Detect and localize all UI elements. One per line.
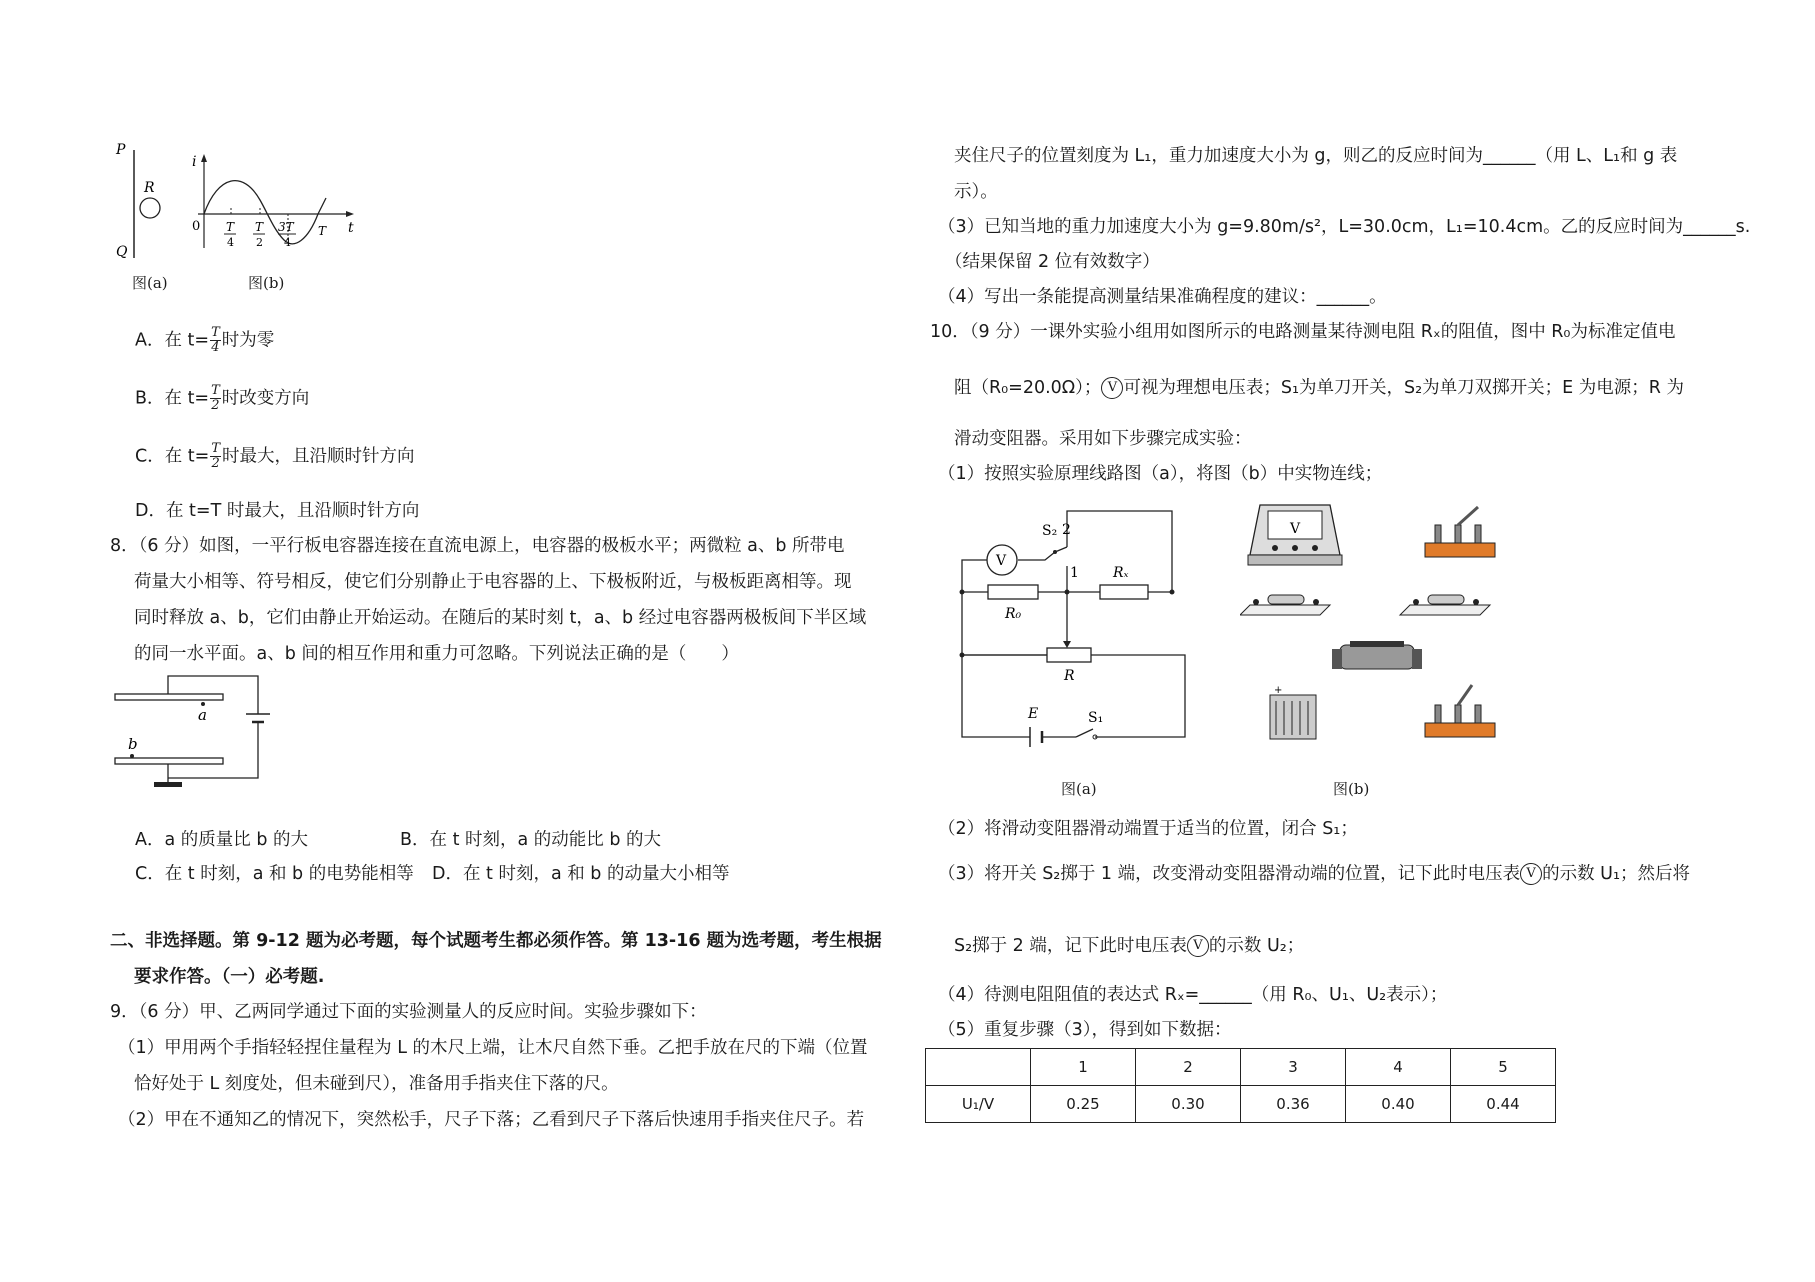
resistor-device-left [1240, 595, 1330, 615]
s2-terminal-2: 2 [1062, 522, 1071, 538]
table-cell: 0.30 [1136, 1086, 1241, 1123]
q7-option-c-prefix: C．在 t= [135, 446, 210, 467]
tick4-label: T [318, 224, 327, 238]
particle-b [130, 754, 134, 758]
particle-b-label: b [128, 735, 138, 753]
q7-option-a-prefix: A．在 t= [135, 330, 210, 351]
label-R: R [144, 180, 155, 196]
caption-fig-b: 图(b) [248, 274, 285, 292]
frac-num: T [211, 325, 220, 340]
q9-cont-line-3: （3）已知当地的重力加速度大小为 g=9.80m/s²，L=30.0cm，L₁=10.4cm。乙的反应时间为______s. [938, 217, 1751, 237]
q10-line-1: 10．（9 分）一课外实验小组用如图所示的电路测量某待测电阻 Rₓ的阻值，图中 R₀为标准定值电 [930, 322, 1676, 342]
voltmeter-symbol: V [1520, 863, 1542, 885]
frac-den: 2 [211, 456, 220, 471]
r0-label: R₀ [1005, 606, 1022, 622]
resistor-device-right [1400, 595, 1490, 615]
q10-step-5: （5）重复步骤（3），得到如下数据： [938, 1020, 1232, 1040]
q7-option-c-suffix: 时最大，且沿顺时针方向 [221, 446, 415, 467]
q7-option-c-fraction [210, 442, 221, 471]
lower-plate [115, 758, 223, 764]
svg-text:V: V [1290, 521, 1301, 537]
q10-line-2-prefix: 阻（R₀=20.0Ω）； [954, 378, 1102, 398]
tick3-den: 4 [284, 236, 291, 249]
circuit-diagram-a [950, 505, 1190, 750]
q7-option-b-fraction [210, 384, 221, 413]
table-cell: 0.36 [1241, 1086, 1346, 1123]
label-Q: Q [116, 244, 128, 260]
node-left-top [960, 590, 965, 595]
table-cell: 5 [1451, 1049, 1556, 1086]
rx-label: Rₓ [1113, 565, 1129, 581]
voltmeter-label: V [996, 553, 1007, 569]
q8-line-2: 荷量大小相等、符号相反，使它们分别静止于电容器的上、下极板附近，与极板距离相等。现 [134, 572, 852, 592]
q9-line-1: 9．（6 分）甲、乙两同学通过下面的实验测量人的反应时间。实验步骤如下： [110, 1002, 707, 1022]
table-cell: U₁/V [926, 1086, 1031, 1123]
wire-battery [962, 655, 1030, 737]
q10-step-3-prefix: （3）将开关 S₂掷于 1 端，改变滑动变阻器滑动端的位置，记下此时电压表 [938, 864, 1521, 884]
q7-option-b-prefix: B．在 t= [135, 388, 210, 409]
q9-line-4: （2）甲在不通知乙的情况下，突然松手，尺子下落；乙看到尺子下落后快速用手指夹住尺子。若 [118, 1110, 865, 1130]
q10-line-2-suffix: 可视为理想电压表；S₁为单刀开关，S₂为单刀双掷开关；E 为电源；R 为 [1123, 378, 1685, 398]
label-t: t [348, 220, 354, 236]
label-P: P [116, 142, 126, 158]
q9-cont-line-2: 示）。 [954, 182, 998, 202]
q8-option-d: D．在 t 时刻，a 和 b 的动量大小相等 [432, 864, 730, 884]
q10-step-4: （4）待测电阻阻值的表达式 Rₓ=______（用 R₀、U₁、U₂表示）； [938, 985, 1448, 1005]
q9-cont-line-5: （4）写出一条能提高测量结果准确程度的建议：______。 [938, 287, 1387, 307]
node-1 [1065, 590, 1070, 595]
q10-line-3: 滑动变阻器。采用如下步骤完成实验： [954, 429, 1252, 449]
tick1-den: 4 [227, 236, 234, 249]
wire-bottom [168, 722, 258, 778]
label-i: i [192, 154, 197, 170]
q7-option-a-fraction [210, 326, 221, 355]
s2-terminal-1: 1 [1070, 565, 1079, 581]
data-table [925, 1048, 1556, 1123]
wire-left-top [962, 560, 987, 592]
q10-step-3b-suffix: 的示数 U₂； [1208, 936, 1305, 956]
q10-step-3b [954, 932, 1304, 957]
physical-components-b [1240, 495, 1520, 745]
table-row [926, 1086, 1556, 1123]
q9-cont-line-1: 夹住尺子的位置刻度为 L₁，重力加速度大小为 g，则乙的反应时间为______（用 L、L₁和 g 表 [954, 146, 1678, 166]
q10-step-3-suffix: 的示数 U₁；然后将 [1542, 864, 1690, 884]
particle-a-label: a [198, 706, 207, 724]
loop-circle [140, 198, 160, 218]
rheostat-r [1047, 648, 1091, 662]
node-left-mid [960, 653, 965, 658]
q7-option-d: D．在 t=T 时最大，且沿顺时针方向 [135, 501, 420, 521]
r-label: R [1064, 668, 1075, 684]
q7-option-c [135, 442, 414, 471]
table-cell: 0.25 [1031, 1086, 1136, 1123]
slider-arrow [1063, 641, 1071, 648]
frac-num: T [211, 383, 220, 398]
upper-plate [115, 694, 223, 700]
tick3-num: 3T [278, 220, 294, 234]
table-cell: 0.40 [1346, 1086, 1451, 1123]
section2-line-2: 要求作答。（一）必考题. [134, 967, 325, 987]
caption-components-b: 图(b) [1333, 780, 1370, 798]
q9-line-2: （1）甲用两个手指轻轻捏住量程为 L 的木尺上端，让木尺自然下垂。乙把手放在尺的下端（位置 [118, 1038, 868, 1058]
node-right-top [1170, 590, 1175, 595]
resistor-r0 [988, 585, 1038, 599]
e-label: E [1028, 706, 1039, 722]
q9-cont-line-4: （结果保留 2 位有效数字） [945, 252, 1160, 272]
q10-step-1: （1）按照实验原理线路图（a），将图（b）中实物连线； [938, 464, 1383, 484]
caption-circuit-a: 图(a) [1061, 780, 1097, 798]
frac-den: 2 [211, 398, 220, 413]
table-cell: 4 [1346, 1049, 1451, 1086]
tick1-num: T [226, 220, 235, 234]
q7-option-b [135, 384, 309, 413]
frac-den: 4 [211, 340, 220, 355]
q7-option-a [135, 326, 274, 355]
q8-option-b: B．在 t 时刻，a 的动能比 b 的大 [400, 830, 662, 850]
i-axis-arrow [201, 154, 207, 162]
capacitor-figure [110, 670, 270, 795]
q7-option-b-suffix: 时改变方向 [221, 388, 310, 409]
switch-device-bottom [1425, 685, 1495, 737]
s2-pivot [1053, 550, 1057, 554]
tick2-den: 2 [256, 236, 263, 249]
q7-option-a-suffix: 时为零 [221, 330, 275, 351]
table-cell: 0.44 [1451, 1086, 1556, 1123]
q8-option-a: A．a 的质量比 b 的大 [135, 830, 308, 850]
q8-line-3: 同时释放 a、b，它们由静止开始运动。在随后的某时刻 t，a、b 经过电容器两极板间下半区域 [134, 608, 867, 628]
voltmeter-device [1248, 505, 1342, 565]
s2-label: S₂ [1042, 523, 1058, 539]
section2-line-1: 二、非选择题。第 9-12 题为必考题，每个试题考生都必须作答。第 13-16 题为选考题，考生根据 [110, 931, 882, 951]
table-cell: 1 [1031, 1049, 1136, 1086]
q8-line-1: 8．（6 分）如图，一平行板电容器连接在直流电源上，电容器的极板水平；两微粒 a、b 所带电 [110, 536, 845, 556]
table-cell: 3 [1241, 1049, 1346, 1086]
t-axis-arrow [346, 211, 354, 217]
resistor-rx [1100, 585, 1148, 599]
q10-step-3 [938, 860, 1690, 885]
s1-label: S₁ [1088, 710, 1104, 726]
q8-option-c: C．在 t 时刻，a 和 b 的电势能相等 [135, 864, 414, 884]
q9-line-3: 恰好处于 L 刻度处，但未碰到尺），准备用手指夹住下落的尺。 [134, 1074, 619, 1094]
rheostat-device [1332, 641, 1422, 669]
table-header-row [926, 1049, 1556, 1086]
voltmeter-symbol: V [1187, 935, 1209, 957]
wire-v-right [1018, 552, 1055, 560]
figure-loop-current-graph [108, 140, 368, 290]
table-cell: 2 [1136, 1049, 1241, 1086]
caption-fig-a: 图(a) [132, 274, 168, 292]
q8-line-4: 的同一水平面。a、b 间的相互作用和重力可忽略。下列说法正确的是（ ） [134, 644, 739, 664]
s1-blade [1076, 729, 1093, 737]
wire-left-rail [962, 592, 1185, 737]
q10-line-2 [954, 374, 1684, 399]
frac-num: T [211, 441, 220, 456]
svg-text:+: + [1274, 685, 1283, 696]
label-zero: 0 [192, 219, 201, 234]
table-cell [926, 1049, 1031, 1086]
ground-bar [154, 782, 182, 787]
switch-device-top [1425, 507, 1495, 557]
q10-step-3b-prefix: S₂掷于 2 端，记下此时电压表 [954, 936, 1187, 956]
tick2-num: T [255, 220, 264, 234]
q10-step-2: （2）将滑动变阻器滑动端置于适当的位置，闭合 S₁； [938, 819, 1358, 839]
battery-device [1270, 685, 1316, 739]
voltmeter-symbol: V [1101, 377, 1123, 399]
